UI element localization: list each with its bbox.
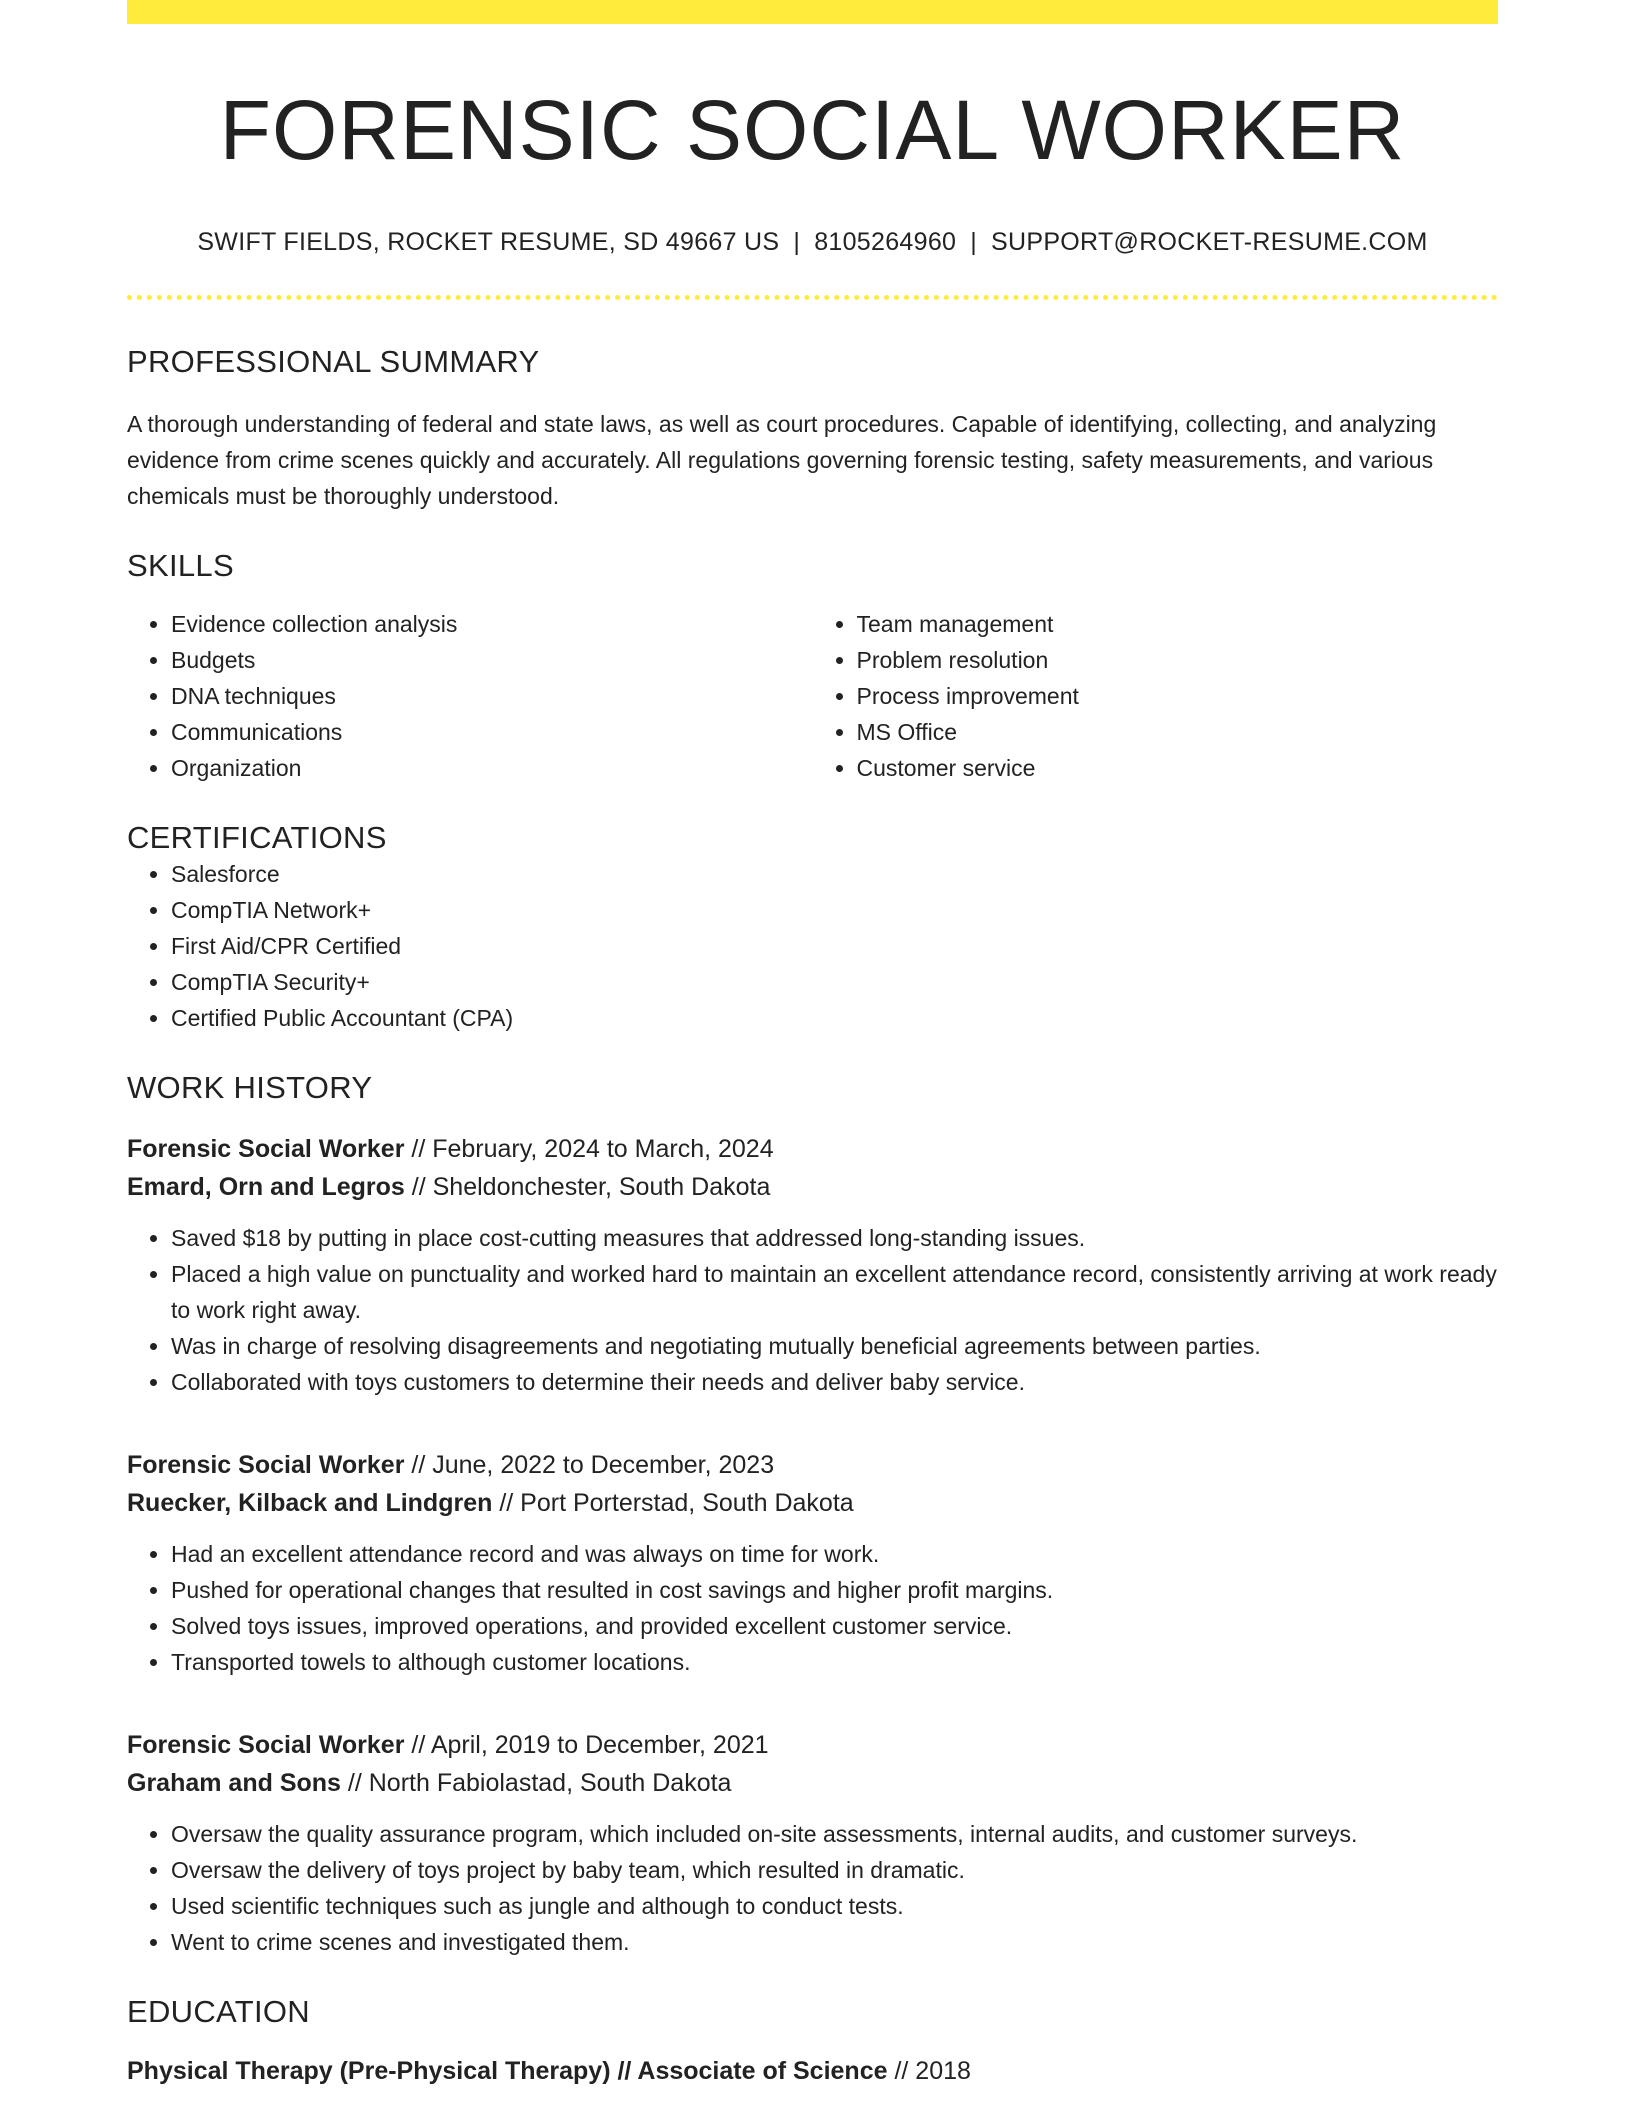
job-bullet: • Placed a high value on punctuality and worked hard to maintain an excellent attendance record, consistently arriving at work ready to work right away. bbox=[171, 1256, 1498, 1328]
skill-item: • MS Office bbox=[857, 714, 1499, 750]
job-role: Forensic Social Worker bbox=[127, 1135, 405, 1164]
job-bullet: • Solved toys issues, improved operations, and provided excellent customer service. bbox=[171, 1608, 1498, 1644]
job-bullet: • Used scientific techniques such as jungle and although to conduct tests. bbox=[171, 1888, 1498, 1924]
accent-top-bar bbox=[127, 0, 1498, 24]
certification-item: • CompTIA Network+ bbox=[171, 892, 1498, 928]
job-entry bbox=[127, 1446, 1498, 1680]
contact-phone: 8105264960 bbox=[814, 228, 957, 257]
job-bullets bbox=[127, 1536, 1498, 1680]
certification-item: • First Aid/CPR Certified bbox=[171, 928, 1498, 964]
skill-item: • Communications bbox=[171, 714, 813, 750]
job-title-line bbox=[127, 1446, 1498, 1484]
job-company-line bbox=[127, 1168, 1498, 1206]
job-bullet: • Went to crime scenes and investigated them. bbox=[171, 1924, 1498, 1960]
contact-address: SWIFT FIELDS, ROCKET RESUME, SD 49667 US bbox=[197, 228, 780, 257]
job-company: Ruecker, Kilback and Lindgren bbox=[127, 1489, 493, 1518]
contact-separator: | bbox=[970, 228, 978, 257]
job-location: // Sheldonchester, South Dakota bbox=[411, 1173, 771, 1202]
certification-item: • Salesforce bbox=[171, 856, 1498, 892]
job-company-line bbox=[127, 1764, 1498, 1802]
job-bullet: • Pushed for operational changes that resulted in cost savings and higher profit margins. bbox=[171, 1572, 1498, 1608]
certification-item: • Certified Public Accountant (CPA) bbox=[171, 1000, 1498, 1036]
job-title-line bbox=[127, 1726, 1498, 1764]
skills-columns bbox=[127, 606, 1498, 786]
job-dates: // February, 2024 to March, 2024 bbox=[411, 1135, 774, 1164]
skill-item: • Evidence collection analysis bbox=[171, 606, 813, 642]
contact-separator: | bbox=[793, 228, 801, 257]
summary-text: A thorough understanding of federal and state laws, as well as court procedures. Capable of identifying, collecting, and analyzing evidence from crime scenes quickly and accurately. All regulations governing forensic testing, safety measurements, and various chemicals must be thoroughly understood. bbox=[127, 411, 1437, 510]
work-history-heading: WORK HISTORY bbox=[127, 1070, 373, 1106]
education-degree: Physical Therapy (Pre-Physical Therapy) // Associate of Science bbox=[127, 2057, 888, 2086]
education-entry bbox=[127, 2052, 1498, 2090]
job-role: Forensic Social Worker bbox=[127, 1731, 405, 1760]
job-title-line bbox=[127, 1130, 1498, 1168]
skill-item: • Process improvement bbox=[857, 678, 1499, 714]
skills-left-list bbox=[127, 606, 813, 786]
certifications-list bbox=[127, 856, 1498, 1036]
job-bullet: • Transported towels to although customer locations. bbox=[171, 1644, 1498, 1680]
dotted-divider bbox=[127, 295, 1498, 300]
skill-item: • Problem resolution bbox=[857, 642, 1499, 678]
job-company-line bbox=[127, 1484, 1498, 1522]
job-dates: // June, 2022 to December, 2023 bbox=[411, 1451, 775, 1480]
skill-item: • DNA techniques bbox=[171, 678, 813, 714]
certifications-heading: CERTIFICATIONS bbox=[127, 820, 387, 856]
job-bullet: • Collaborated with toys customers to determine their needs and deliver baby service. bbox=[171, 1364, 1498, 1400]
skill-item: • Organization bbox=[171, 750, 813, 786]
education-heading: EDUCATION bbox=[127, 1994, 310, 2030]
job-bullets bbox=[127, 1220, 1498, 1400]
contact-line bbox=[127, 228, 1498, 257]
contact-email: SUPPORT@ROCKET-RESUME.COM bbox=[991, 228, 1428, 257]
resume-name: FORENSIC SOCIAL WORKER bbox=[219, 83, 1406, 177]
job-company: Graham and Sons bbox=[127, 1769, 341, 1798]
job-entry bbox=[127, 1130, 1498, 1400]
skills-right-list bbox=[813, 606, 1499, 786]
job-bullet: • Saved $18 by putting in place cost-cutting measures that addressed long-standing issues. bbox=[171, 1220, 1498, 1256]
skill-item: • Budgets bbox=[171, 642, 813, 678]
job-bullet: • Had an excellent attendance record and was always on time for work. bbox=[171, 1536, 1498, 1572]
education-year: // 2018 bbox=[894, 2057, 971, 2086]
job-bullet: • Was in charge of resolving disagreements and negotiating mutually beneficial agreements between parties. bbox=[171, 1328, 1498, 1364]
job-entry bbox=[127, 1726, 1498, 1960]
summary-heading: PROFESSIONAL SUMMARY bbox=[127, 344, 540, 380]
job-company: Emard, Orn and Legros bbox=[127, 1173, 405, 1202]
job-bullets bbox=[127, 1816, 1498, 1960]
job-location: // North Fabiolastad, South Dakota bbox=[347, 1769, 732, 1798]
resume-page bbox=[127, 0, 1498, 2090]
job-location: // Port Porterstad, South Dakota bbox=[499, 1489, 854, 1518]
job-role: Forensic Social Worker bbox=[127, 1451, 405, 1480]
job-bullet: • Oversaw the delivery of toys project by baby team, which resulted in dramatic. bbox=[171, 1852, 1498, 1888]
job-dates: // April, 2019 to December, 2021 bbox=[411, 1731, 769, 1760]
skills-heading: SKILLS bbox=[127, 548, 234, 584]
skill-item: • Team management bbox=[857, 606, 1499, 642]
job-bullet: • Oversaw the quality assurance program, which included on-site assessments, internal audits, and customer surveys. bbox=[171, 1816, 1498, 1852]
certification-item: • CompTIA Security+ bbox=[171, 964, 1498, 1000]
skill-item: • Customer service bbox=[857, 750, 1499, 786]
